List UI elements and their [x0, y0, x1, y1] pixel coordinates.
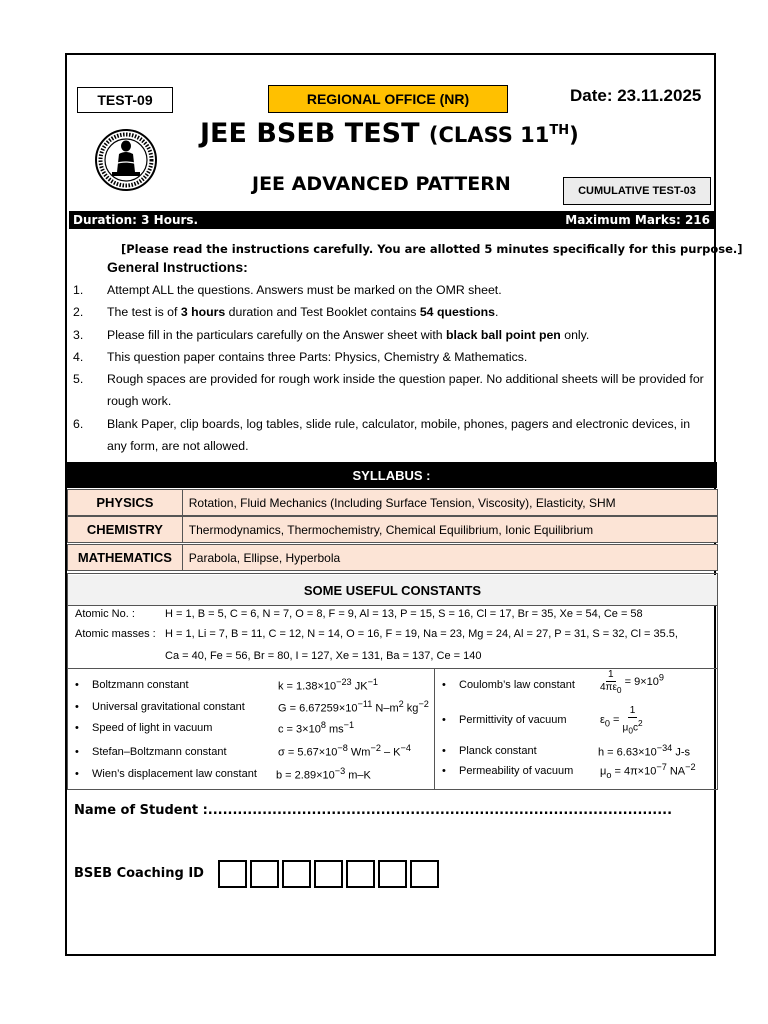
stefan-value: $\sigma = 5.67\times 10^{-8}$ $Wm^{-2} - K^{-4}$: [278, 743, 411, 759]
id-digit-box[interactable]: [314, 860, 343, 888]
bullet: •: [75, 679, 79, 691]
test-subtitle: JEE ADVANCED PATTERN: [252, 173, 511, 195]
coulomb-label: Coulomb’s law constant: [459, 679, 575, 691]
permittivity-label: Permittivity of vacuum: [459, 714, 567, 726]
instruction-number: 3.: [73, 328, 84, 342]
light-label: Speed of light in vacuum: [92, 722, 213, 734]
constants-heading: SOME USEFUL CONSTANTS: [68, 575, 717, 606]
general-instructions-heading: General Instructions:: [107, 259, 248, 275]
id-digit-box[interactable]: [346, 860, 375, 888]
instruction-number: 1.: [73, 283, 84, 297]
bullet: •: [442, 714, 446, 726]
syllabus-topics: Thermodynamics, Thermochemistry, Chemical Equilibrium, Ionic Equilibrium: [188, 522, 594, 537]
bullet: •: [75, 701, 79, 713]
bullet: •: [75, 746, 79, 758]
syllabus-topics: Rotation, Fluid Mechanics (Including Surface Tension, Viscosity), Elasticity, SHM: [188, 495, 616, 510]
test-code: TEST-09: [97, 92, 153, 108]
instruction-number: 2.: [73, 305, 84, 319]
atomic-no-label: Atomic No. :: [75, 608, 135, 620]
id-digit-box[interactable]: [282, 860, 311, 888]
instruction-text: Blank Paper, clip boards, log tables, slide rule, calculator, mobile, phones, pagers and electronic devices, in any form, are not allowed.: [107, 417, 691, 453]
syllabus-row: [67, 544, 718, 571]
atomic-no-values: H = 1, B = 5, C = 6, N = 7, O = 8, F = 9, Al = 13, P = 15, S = 16, Cl = 17, Br = 35, Xe = 54, Ce = 58: [165, 608, 643, 620]
student-name-field[interactable]: Name of Student :..............................................................................................: [74, 803, 673, 818]
atomic-mass-label: Atomic masses :: [75, 628, 156, 640]
atomic-mass-values-2: Ca = 40, Fe = 56, Br = 80, I = 127, Xe = 131, Ba = 137, Ce = 140: [165, 650, 482, 662]
cumulative-test-box: [563, 177, 711, 205]
coulomb-value: $\frac{1}{4\pi\varepsilon_0}$ = $9\times 10^9$: [600, 669, 664, 695]
instruction-text: Please fill in the particulars carefully on the Answer sheet with black ball point pen only.: [107, 328, 590, 342]
bseb-seal-logo: [94, 126, 158, 194]
id-digit-box[interactable]: [250, 860, 279, 888]
title-main: JEE BSEB TEST: [200, 118, 420, 149]
gravitational-label: Universal gravitational constant: [92, 701, 245, 713]
id-digit-box[interactable]: [218, 860, 247, 888]
boltzmann-value: $k = 1.38\times 10^{-23}$ $JK^{-1}$: [278, 677, 379, 693]
syllabus-subject: CHEMISTRY: [68, 517, 183, 542]
atomic-mass-values-1: H = 1, Li = 7, B = 11, C = 12, N = 14, O = 16, F = 19, Na = 23, Mg = 24, Al = 27, P = 31, S = 32, Cl = 35.5,: [165, 628, 678, 640]
stefan-label: Stefan–Boltzmann constant: [92, 746, 227, 758]
bullet: •: [442, 745, 446, 757]
syllabus-subject: MATHEMATICS: [68, 545, 183, 570]
syllabus-topics: Parabola, Ellipse, Hyperbola: [188, 550, 341, 565]
duration-bar: [69, 211, 714, 229]
permittivity-value: $\varepsilon_0$ = $\frac{1}{\mu_0c^2}$: [600, 705, 643, 736]
max-marks: Maximum Marks: 216: [565, 213, 710, 227]
syllabus-row: [67, 516, 718, 543]
syllabus-row: [67, 489, 718, 516]
constants-divider: [67, 668, 718, 669]
id-digit-box[interactable]: [410, 860, 439, 888]
gravitational-value: $G = 6.67259\times 10^{-11}$ $N-m^2$ $kg^{-2}$: [278, 699, 429, 715]
wien-label: Wien’s displacement law constant: [92, 768, 257, 780]
instruction-notice: [Please read the instructions carefully. You are allotted 5 minutes specifically for this purpose.]: [121, 242, 743, 256]
constants-column-divider: [434, 668, 435, 789]
instruction-number: 5.: [73, 372, 84, 386]
planck-label: Planck constant: [459, 745, 537, 757]
bullet: •: [442, 679, 446, 691]
permeability-value: $\mu_o = 4\pi\times 10^{-7}$ $NA^{-2}$: [600, 762, 696, 780]
light-value: $c = 3\times 10^8$ $ms^{-1}$: [278, 720, 355, 736]
test-title: [200, 118, 579, 149]
cumulative-test: CUMULATIVE TEST-03: [578, 185, 696, 197]
wien-value: $b = 2.89\times 10^{-3}$ m–K: [276, 766, 371, 782]
duration: Duration: 3 Hours.: [73, 213, 199, 227]
syllabus-heading: SYLLABUS :: [66, 462, 717, 488]
regional-office: REGIONAL OFFICE (NR): [306, 91, 470, 107]
instruction-number: 4.: [73, 350, 84, 364]
instruction-text: This question paper contains three Parts: Physics, Chemistry & Mathematics.: [107, 350, 528, 364]
boltzmann-label: Boltzmann constant: [92, 679, 189, 691]
permeability-label: Permeability of vacuum: [459, 765, 574, 777]
regional-office-box: [268, 85, 508, 113]
syllabus-subject: PHYSICS: [68, 490, 183, 515]
title-class: (CLASS 11TH): [428, 123, 579, 147]
coaching-id-boxes: [218, 860, 442, 888]
test-code-box: [77, 87, 173, 113]
instruction-text: Attempt ALL the questions. Answers must be marked on the OMR sheet.: [107, 283, 502, 297]
planck-value: $h = 6.63\times 10^{-34}$ J-s: [598, 743, 691, 759]
bullet: •: [75, 722, 79, 734]
bullet: •: [442, 765, 446, 777]
exam-date: Date: 23.11.2025: [570, 86, 702, 105]
instruction-text: The test is of 3 hours duration and Test Booklet contains 54 questions.: [107, 305, 499, 319]
instruction-number: 6.: [73, 417, 84, 431]
id-digit-box[interactable]: [378, 860, 407, 888]
bullet: •: [75, 768, 79, 780]
instruction-text: Rough spaces are provided for rough work inside the question paper. No additional sheets will be provided for rough work.: [107, 372, 704, 408]
coaching-id-label: BSEB Coaching ID: [74, 866, 204, 881]
